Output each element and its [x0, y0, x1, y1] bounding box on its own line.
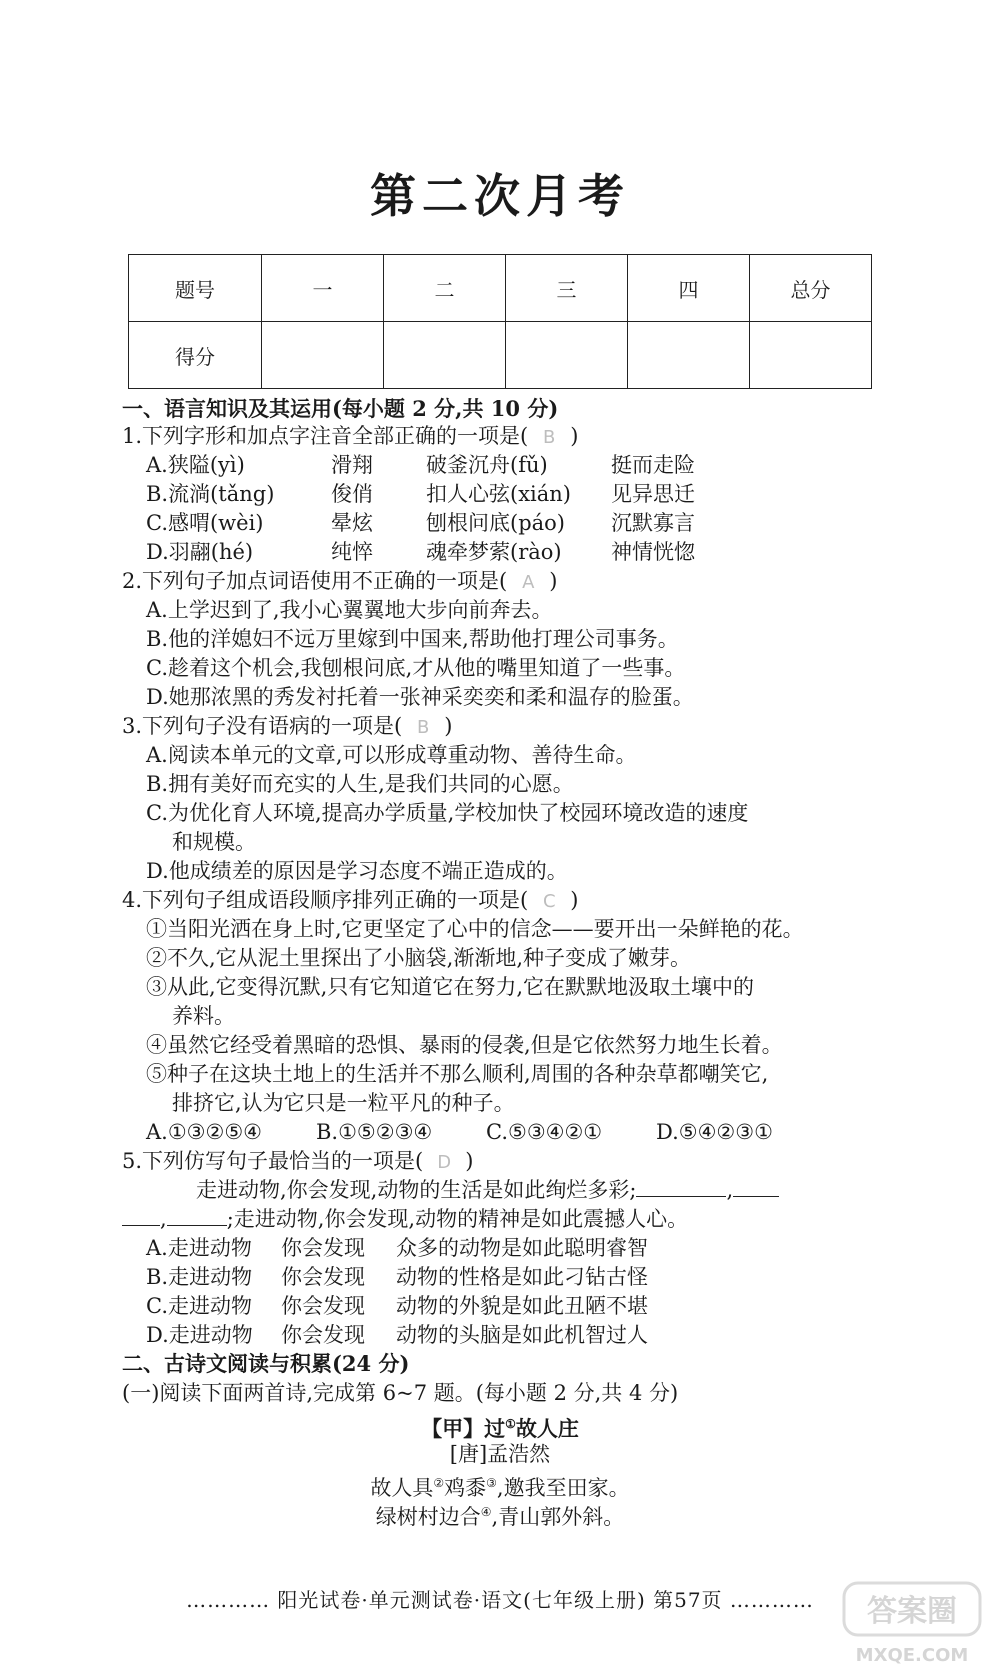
q4-stem-text: 4.下列句子组成语段顺序排列正确的一项是(: [122, 888, 529, 912]
poem-note-marker: ①: [505, 1417, 516, 1431]
q1-option-d3: 魂牵梦萦(rào): [426, 540, 562, 564]
q5-answer: D: [437, 1152, 452, 1173]
score-header-cell: 一: [262, 255, 384, 322]
poem-line-text: ,邀我至田家。: [496, 1476, 630, 1500]
q4-sentence: ①当阳光洒在身上时,它更坚定了心中的信念——要开出一朵鲜艳的花。: [146, 917, 804, 941]
poem-title: [0, 1410, 1000, 1443]
q5-option-a1: A.走进动物: [146, 1236, 252, 1260]
q1-option-a2: 滑翔: [331, 453, 373, 477]
q5-blank: [167, 1205, 227, 1226]
q5-prompt-b: ;走进动物,你会发现,动物的精神是如此震撼人心。: [226, 1207, 689, 1231]
q1-option-d1: D.羽翮(hé): [146, 540, 254, 564]
q1-option: [146, 538, 695, 566]
q4-choice-d: D.⑤④②③①: [656, 1120, 773, 1144]
q4-close: ): [570, 888, 579, 912]
q1-option: [146, 451, 695, 479]
score-cell: [506, 322, 628, 389]
q5-stem-text: 5.下列仿写句子最恰当的一项是(: [122, 1149, 424, 1173]
q5-option-b3: 动物的性格是如此刁钻古怪: [396, 1265, 648, 1289]
q5-option-c2: 你会发现: [281, 1294, 365, 1318]
poem-note-marker: ③: [486, 1476, 497, 1490]
score-table-header-row: [129, 255, 872, 322]
score-header-cell: 题号: [129, 255, 262, 322]
q5-prompt-line2: [122, 1205, 688, 1233]
score-header-cell: 二: [384, 255, 506, 322]
q5-blank: [636, 1176, 726, 1197]
poem-author: [唐]孟浩然: [449, 1442, 551, 1466]
q3-close: ): [444, 714, 453, 738]
q1-option-c4: 沉默寡言: [611, 511, 695, 535]
q1-option-b3: 扣人心弦(xián): [426, 482, 571, 506]
q2-option: D.她那浓黑的秀发衬托着一张神采奕奕和柔和温存的脸蛋。: [146, 685, 694, 709]
q5-option-a3: 众多的动物是如此聪明睿智: [396, 1236, 648, 1260]
watermark-url: MXQE.COM: [855, 1645, 969, 1666]
q5-option-b2: 你会发现: [281, 1265, 365, 1289]
q4-answer: C: [542, 891, 556, 912]
score-header-cell: 总分: [750, 255, 872, 322]
watermark-main: 答案圈: [867, 1594, 957, 1629]
q1-option-a1: A.狭隘(yì): [146, 453, 245, 477]
score-cell: [628, 322, 750, 389]
q1-option: [146, 509, 695, 537]
q5-prompt-comma: ,: [160, 1207, 167, 1231]
score-cell: [750, 322, 872, 389]
q5-blank: [122, 1205, 160, 1226]
score-header-cell: 四: [628, 255, 750, 322]
score-table: [128, 254, 872, 389]
poem-line-text: 鸡黍: [444, 1476, 487, 1500]
poem-note-marker: ④: [480, 1505, 492, 1519]
q3-option: A.阅读本单元的文章,可以形成尊重动物、善待生命。: [146, 743, 637, 767]
page-title: 第二次月考: [370, 169, 630, 223]
q5-option: [146, 1234, 648, 1262]
q2-option: C.趁着这个机会,我刨根问底,才从他的嘴里知道了一些事。: [146, 656, 686, 680]
q5-option-c1: C.走进动物: [146, 1294, 252, 1318]
q4-choice-c: C.⑤③④②①: [486, 1120, 603, 1144]
q3-option: B.拥有美好而充实的人生,是我们共同的心愿。: [146, 772, 574, 796]
q1-option-c1: C.感喟(wèi): [146, 511, 264, 535]
q1-option-b4: 见异思迁: [611, 482, 695, 506]
q2-stem-text: 2.下列句子加点词语使用不正确的一项是(: [122, 569, 508, 593]
q5-option-d3: 动物的头脑是如此机智过人: [396, 1323, 648, 1347]
q3-stem: [122, 712, 452, 742]
poem-line: [0, 1498, 1000, 1531]
q4-sentence: ③从此,它变得沉默,只有它知道它在努力,它在默默地汲取土壤中的: [146, 975, 755, 999]
score-header-cell: 三: [506, 255, 628, 322]
q1-option-b1: B.流淌(tǎng): [146, 482, 275, 506]
q4-choice-b: B.①⑤②③④: [316, 1120, 433, 1144]
q5-stem: [122, 1147, 473, 1177]
q4-sentence: ⑤种子在这块土地上的生活并不那么顺利,周围的各种杂草都嘲笑它,: [146, 1062, 769, 1086]
q4-choice-a: A.①③②⑤④: [146, 1120, 262, 1144]
q4-sentence: ④虽然它经受着黑暗的恐惧、暴雨的侵袭,但是它依然努力地生长着。: [146, 1033, 783, 1057]
score-row-label: 得分: [129, 322, 262, 389]
q5-blank: [733, 1176, 779, 1197]
score-cell: [262, 322, 384, 389]
q3-stem-text: 3.下列句子没有语病的一项是(: [122, 714, 403, 738]
poem-line-text: 绿树村边合: [375, 1505, 481, 1529]
q4-choices: [146, 1118, 773, 1146]
q1-option: [146, 480, 695, 508]
q3-option: C.为优化育人环境,提高办学质量,学校加快了校园环境改造的速度: [146, 801, 749, 825]
q2-close: ): [549, 569, 558, 593]
poem-line-text: ,青山郭外斜。: [491, 1505, 625, 1529]
q5-prompt-a: 走进动物,你会发现,动物的生活是如此绚烂多彩;: [196, 1178, 637, 1202]
q4-stem: [122, 886, 578, 916]
poem-title-prefix: 【甲】过: [421, 1416, 506, 1441]
q4-sentence: ②不久,它从泥土里探出了小脑袋,渐渐地,种子变成了嫩芽。: [146, 946, 692, 970]
score-cell: [384, 322, 506, 389]
section1-heading: 一、语言知识及其运用(每小题 2 分,共 10 分): [122, 396, 559, 421]
q1-option-b2: 俊俏: [331, 482, 373, 506]
q5-option-a2: 你会发现: [281, 1236, 365, 1260]
section2-subheading: (一)阅读下面两首诗,完成第 6~7 题。(每小题 2 分,共 4 分): [122, 1381, 679, 1405]
q1-option-c2: 晕炫: [331, 511, 373, 535]
poem-note-marker: ②: [433, 1476, 445, 1490]
q1-option-d4: 神情恍惚: [611, 540, 695, 564]
q5-close: ): [465, 1149, 474, 1173]
q5-option-d1: D.走进动物: [146, 1323, 253, 1347]
poem-line-text: 故人具: [370, 1476, 434, 1500]
q4-sentence-continued: 养料。: [172, 1004, 235, 1028]
q1-stem-text: 1.下列字形和加点字注音全部正确的一项是(: [122, 424, 529, 448]
q3-option: D.他成绩差的原因是学习态度不端正造成的。: [146, 859, 568, 883]
q1-option-d2: 纯悴: [331, 540, 373, 564]
q5-option: [146, 1263, 648, 1291]
q3-option-continued: 和规模。: [172, 830, 256, 854]
q1-answer: B: [543, 427, 556, 448]
page-footer: ………… 阳光试卷·单元测试卷·语文(七年级上册) 第57页 …………: [186, 1588, 814, 1612]
q1-stem: [122, 422, 578, 452]
q3-answer: B: [417, 717, 430, 738]
q2-option: A.上学迟到了,我小心翼翼地大步向前奔去。: [146, 598, 553, 622]
q1-option-c3: 刨根问底(páo): [426, 511, 565, 535]
q4-sentence-continued: 排挤它,认为它只是一粒平凡的种子。: [172, 1091, 515, 1115]
q1-option-a4: 挺而走险: [611, 453, 695, 477]
q1-close: ): [570, 424, 579, 448]
q5-option-c3: 动物的外貌是如此丑陋不堪: [396, 1294, 648, 1318]
poem-title-suffix: 故人庄: [515, 1416, 579, 1441]
watermark-logo-icon: [842, 1579, 982, 1669]
section2-heading: 二、古诗文阅读与积累(24 分): [122, 1351, 410, 1376]
q5-prompt-comma: ,: [726, 1178, 734, 1202]
q5-option: [146, 1321, 648, 1349]
q2-answer: A: [522, 572, 535, 593]
q2-option: B.他的洋媳妇不远万里嫁到中国来,帮助他打理公司事务。: [146, 627, 679, 651]
q5-option: [146, 1292, 648, 1320]
score-table-score-row: [129, 322, 872, 389]
q5-option-d2: 你会发现: [281, 1323, 365, 1347]
q2-stem: [122, 567, 557, 597]
q1-option-a3: 破釜沉舟(fǔ): [426, 453, 548, 477]
q5-prompt-line1: [196, 1176, 779, 1204]
q5-option-b1: B.走进动物: [146, 1265, 253, 1289]
